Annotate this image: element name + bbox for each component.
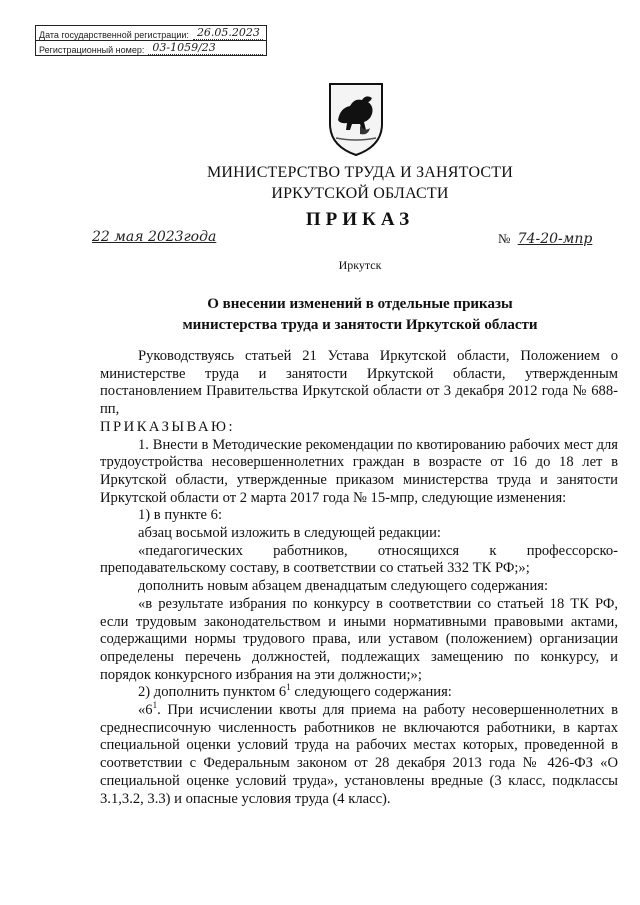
order-subject	[0, 294, 640, 336]
sub-item-1-b: дополнить новым абзацем двенадцатым следующего содержания:	[138, 578, 549, 595]
subject-line-2: министерства труда и занятости Иркутской области	[182, 317, 538, 333]
point-6-1-paragraph	[100, 702, 618, 808]
point-6-1-number: «6	[138, 702, 153, 719]
coat-of-arms-icon	[326, 80, 386, 158]
item-1-paragraph: 1. Внести в Методические рекомендации по квотированию рабочих мест для трудоустройства несовершеннолетних граждан в возрасте от 16 до 18 лет в Иркутской области, утвержденные приказом министерства труда и занятости Иркутской области от 2 марта 2017 года № 15-мпр, следующие изменения:	[100, 436, 618, 506]
sub-item-1-a-quote: «педагогических работников, относящихся к профессорско-преподавательскому составу, в соответствии со статьей 332 ТК РФ;»;	[100, 542, 618, 577]
subject-line-1: О внесении изменений в отдельные приказы	[207, 296, 513, 312]
ministry-line-1: МИНИСТЕРСТВО ТРУДА И ЗАНЯТОСТИ	[207, 164, 513, 181]
order-date: 22 мая 2023года	[92, 229, 217, 245]
sub-item-2-text-end: следующего содержания:	[290, 684, 452, 701]
number-sign: №	[498, 231, 511, 246]
registration-number-label: Регистрационный номер:	[39, 45, 145, 55]
sub-item-2-text: 2) дополнить пунктом 6	[138, 684, 287, 701]
registration-stamp	[35, 25, 267, 56]
registration-date-value: 26.05.2023	[193, 27, 263, 40]
registration-number-value: 03-1059/23	[148, 42, 263, 55]
point-6-1-text: . При исчислении квоты для приема на работу несовершеннолетних в среднесписочную численность работников не включаются работники, в картах специальной оценки условий труда на рабочих местах которых, проведенной в соответствии с Федеральным законом от 28 декабря 2013 года № 426-ФЗ «О специальной оценке условий труда», установлены вредные (3 класс, подклассы 3.1,3.2, 3.3) и опасные условия труда (4 класс).	[100, 702, 618, 807]
city-name: Иркутск	[338, 258, 382, 272]
sub-item-1-a: абзац восьмой изложить в следующей редакции:	[138, 525, 441, 542]
preamble-paragraph: Руководствуясь статьей 21 Устава Иркутской области, Положением о министерстве труда и занятости Иркутской области, утвержденным постановлением Правительства Иркутской области от 3 декабря 2012 года № 688-пп,	[100, 348, 618, 418]
point-6-1-superscript: 1	[152, 700, 158, 711]
registration-date-label: Дата государственной регистрации:	[39, 30, 189, 40]
registration-number-row	[36, 40, 266, 55]
order-body	[100, 348, 618, 808]
sub-item-2-superscript: 1	[286, 682, 291, 693]
ministry-name	[0, 162, 640, 204]
order-number	[498, 231, 592, 247]
order-number-value: 74-20-мпр	[517, 231, 593, 247]
sub-item-1-b-quote: «в результате избрания по конкурсу в соответствии со статьей 18 ТК РФ, если трудовым законодательством и иными нормативными правовыми актами, содержащими нормы трудового права, или уставом (положением) организации определены перечень должностей, подлежащих замещению по конкурсу, и порядок конкурсного избрания на эти должности;»;	[100, 595, 618, 683]
ministry-line-2: ИРКУТСКОЙ ОБЛАСТИ	[271, 185, 449, 202]
registration-date-row	[36, 26, 266, 40]
sub-item-1: 1) в пункте 6:	[138, 507, 223, 524]
order-word: ПРИКАЗЫВАЮ:	[100, 418, 236, 435]
sub-item-2	[100, 684, 618, 702]
order-title: ПРИКАЗ	[305, 209, 415, 230]
